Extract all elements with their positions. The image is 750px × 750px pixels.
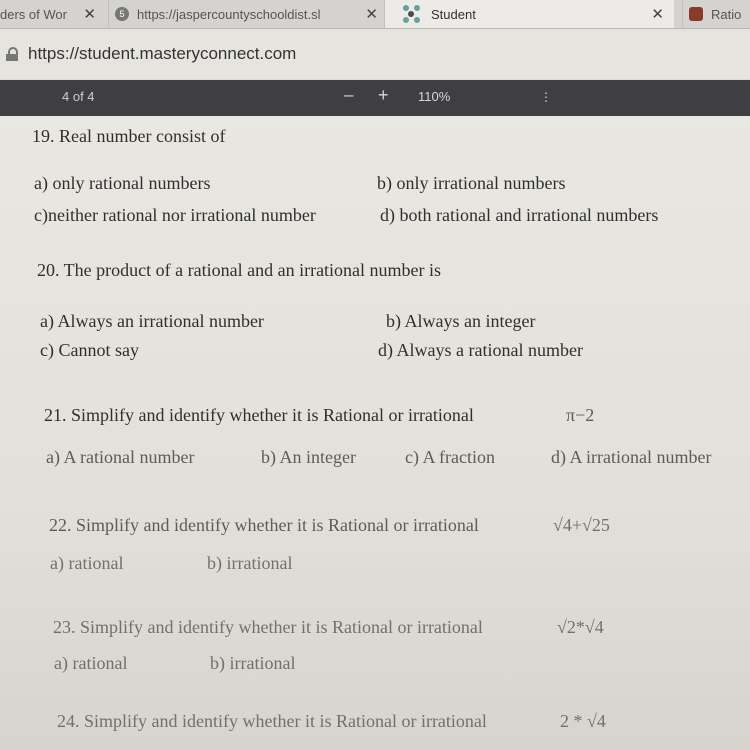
address-bar[interactable] bbox=[0, 29, 750, 79]
close-tab-icon[interactable]: ✕ bbox=[83, 6, 96, 23]
tab-ratio[interactable] bbox=[682, 0, 750, 28]
question-20-text: 20. The product of a rational and an irrational number is bbox=[37, 260, 442, 280]
zoom-out-button[interactable]: – bbox=[344, 85, 354, 104]
more-options-icon[interactable]: ⋮ bbox=[540, 90, 553, 104]
tab-label: https://jaspercountyschooldist.sl bbox=[137, 6, 321, 22]
question-22-option-a: a) rational bbox=[50, 553, 124, 573]
question-23-expression: √2*√4 bbox=[557, 617, 604, 637]
question-22-text: 22. Simplify and identify whether it is Rational or irrational bbox=[49, 515, 479, 535]
pdf-toolbar bbox=[0, 80, 750, 116]
question-22-option-b: b) irrational bbox=[207, 553, 293, 573]
close-tab-icon[interactable]: ✕ bbox=[651, 6, 664, 23]
question-20-option-c: c) Cannot say bbox=[40, 340, 139, 360]
page-indicator[interactable]: 4 of 4 bbox=[62, 89, 95, 104]
close-tab-icon[interactable]: ✕ bbox=[365, 6, 378, 23]
question-19-option-c: c)neither rational nor irrational number bbox=[34, 205, 316, 225]
question-24-text: 24. Simplify and identify whether it is Rational or irrational bbox=[57, 711, 487, 731]
question-23-text: 23. Simplify and identify whether it is Rational or irrational bbox=[53, 617, 483, 637]
site-favicon-icon: 5 bbox=[115, 7, 129, 21]
question-21-option-b: b) An integer bbox=[261, 447, 356, 467]
question-19-text: 19. Real number consist of bbox=[32, 126, 226, 146]
question-23-option-a: a) rational bbox=[54, 653, 128, 673]
zoom-in-button[interactable]: + bbox=[378, 85, 389, 105]
zoom-level[interactable]: 110% bbox=[418, 89, 451, 104]
tab-jaspercounty[interactable] bbox=[108, 0, 384, 28]
site-favicon-icon bbox=[689, 7, 703, 21]
question-24-expression: 2 * √4 bbox=[560, 711, 606, 731]
pdf-page bbox=[0, 116, 750, 750]
question-21-text: 21. Simplify and identify whether it is Rational or irrational bbox=[44, 405, 474, 425]
tab-label: Ratio bbox=[711, 6, 742, 22]
browser-tab-strip bbox=[0, 0, 750, 29]
question-19-option-b: b) only irrational numbers bbox=[377, 173, 566, 193]
question-20-option-d: d) Always a rational number bbox=[378, 340, 583, 360]
question-21-option-c: c) A fraction bbox=[405, 447, 495, 467]
question-21-expression: π−2 bbox=[566, 405, 595, 425]
url-text[interactable]: https://student.masteryconnect.com bbox=[28, 44, 297, 63]
question-23-option-b: b) irrational bbox=[210, 653, 296, 673]
question-20-option-b: b) Always an integer bbox=[386, 311, 536, 331]
question-21-option-a: a) A rational number bbox=[46, 447, 195, 467]
tab-student-active[interactable] bbox=[384, 0, 674, 28]
question-22-expression: √4+√25 bbox=[553, 515, 610, 535]
question-20-option-a: a) Always an irrational number bbox=[40, 311, 264, 331]
lock-icon bbox=[6, 47, 18, 61]
tab-label: Student bbox=[431, 6, 476, 22]
question-19-option-d: d) both rational and irrational numbers bbox=[380, 205, 659, 225]
tab-worksheet[interactable] bbox=[0, 0, 102, 28]
masteryconnect-icon bbox=[403, 5, 421, 23]
tab-label: ders of Wor bbox=[0, 6, 67, 22]
question-21-option-d: d) A irrational number bbox=[551, 447, 712, 467]
question-19-option-a: a) only rational numbers bbox=[34, 173, 211, 193]
